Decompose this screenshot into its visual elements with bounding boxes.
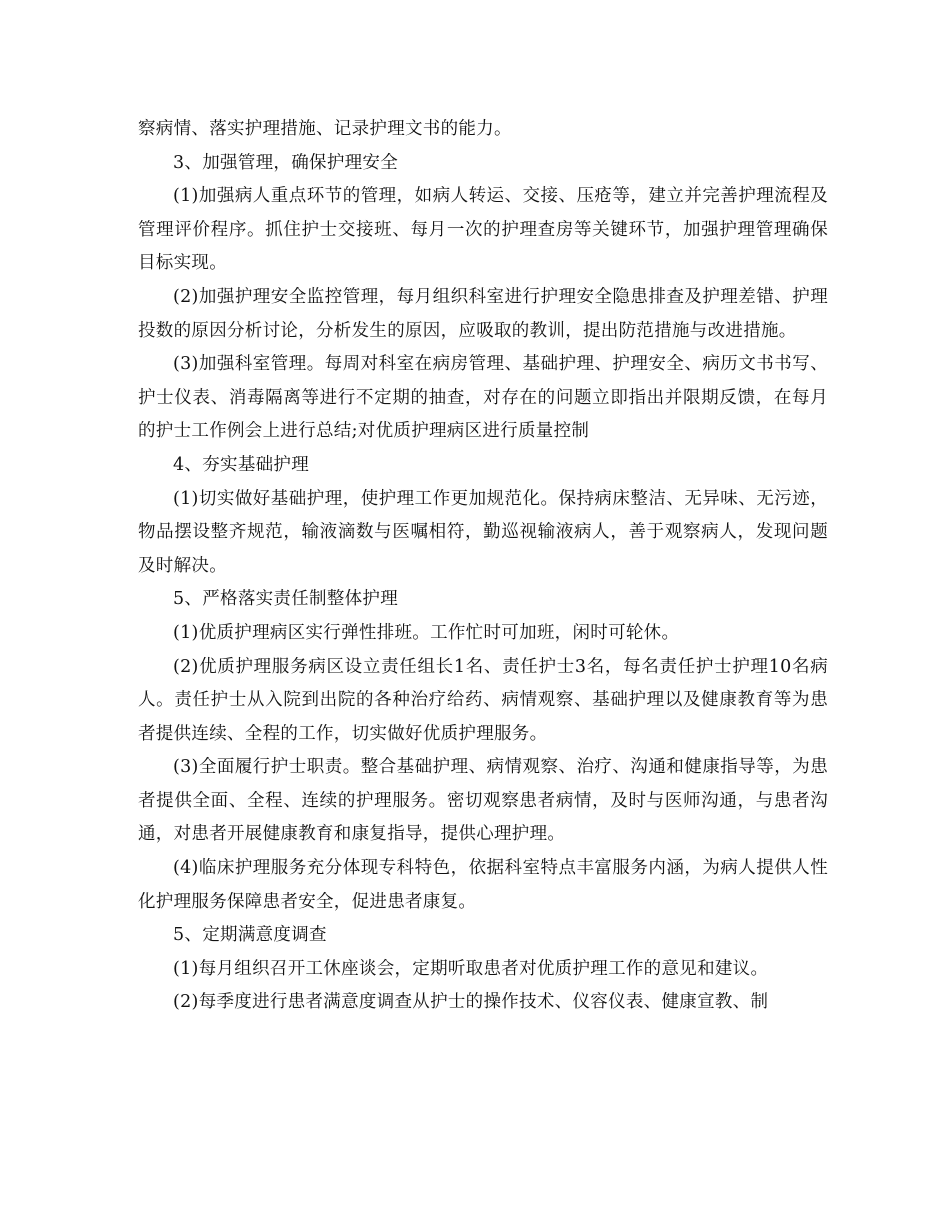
section-heading: 4、夯实基础护理 xyxy=(173,454,310,475)
paragraph: (1)每月组织召开工休座谈会，定期听取患者对优质护理工作的意见和建议。 xyxy=(173,958,769,979)
paragraph: (2)每季度进行患者满意度调查从护士的操作技术、仪容仪表、健康宣教、制 xyxy=(173,992,769,1013)
paragraph: (2)优质护理服务病区设立责任组长1名、责任护士3名，每名责任护士护理10名病人。责任护士从入院到出院的各种治疗给药、病情观察、基础护理以及健康教育等为患者提供连续、全程的工作，切实做好优质护理服务。 xyxy=(138,656,828,744)
paragraph: (1)切实做好基础护理，使护理工作更加规范化。保持病床整洁、无异味、无污迹，物品摆设整齐规范，输液滴数与医嘱相符，勤巡视输液病人，善于观察病人，发现问题及时解决。 xyxy=(138,488,828,576)
section-heading: 3、加强管理，确保护理安全 xyxy=(173,152,399,173)
section-heading: 5、严格落实责任制整体护理 xyxy=(173,589,399,610)
paragraph: (3)加强科室管理。每周对科室在病房管理、基础护理、护理安全、病历文书书写、护士仪表、消毒隔离等进行不定期的抽查，对存在的问题立即指出并限期反馈，在每月的护士工作例会上进行总结;对优质护理病区进行质量控制 xyxy=(138,354,828,442)
section-heading: 5、定期满意度调查 xyxy=(173,925,327,946)
paragraph: (1)加强病人重点环节的管理，如病人转运、交接、压疮等，建立并完善护理流程及管理评价程序。抓住护士交接班、每月一次的护理查房等关键环节，加强护理管理确保目标实现。 xyxy=(138,186,828,274)
paragraph: (1)优质护理病区实行弹性排班。工作忙时可加班，闲时可轮休。 xyxy=(173,622,680,643)
paragraph: (3)全面履行护士职责。整合基础护理、病情观察、治疗、沟通和健康指导等，为患者提供全面、全程、连续的护理服务。密切观察患者病情，及时与医师沟通，与患者沟通，对患者开展健康教育和康复指导，提供心理护理。 xyxy=(138,757,828,845)
paragraph: (4)临床护理服务充分体现专科特色，依据科室特点丰富服务内涵，为病人提供人性化护理服务保障患者安全，促进患者康复。 xyxy=(138,858,828,912)
document-body xyxy=(138,113,828,1020)
paragraph: (2)加强护理安全监控管理，每月组织科室进行护理安全隐患排查及护理差错、护理投数的原因分析讨论，分析发生的原因，应吸取的教训，提出防范措施与改进措施。 xyxy=(138,286,828,341)
paragraph: 察病情、落实护理措施、记录护理文书的能力。 xyxy=(138,119,512,139)
